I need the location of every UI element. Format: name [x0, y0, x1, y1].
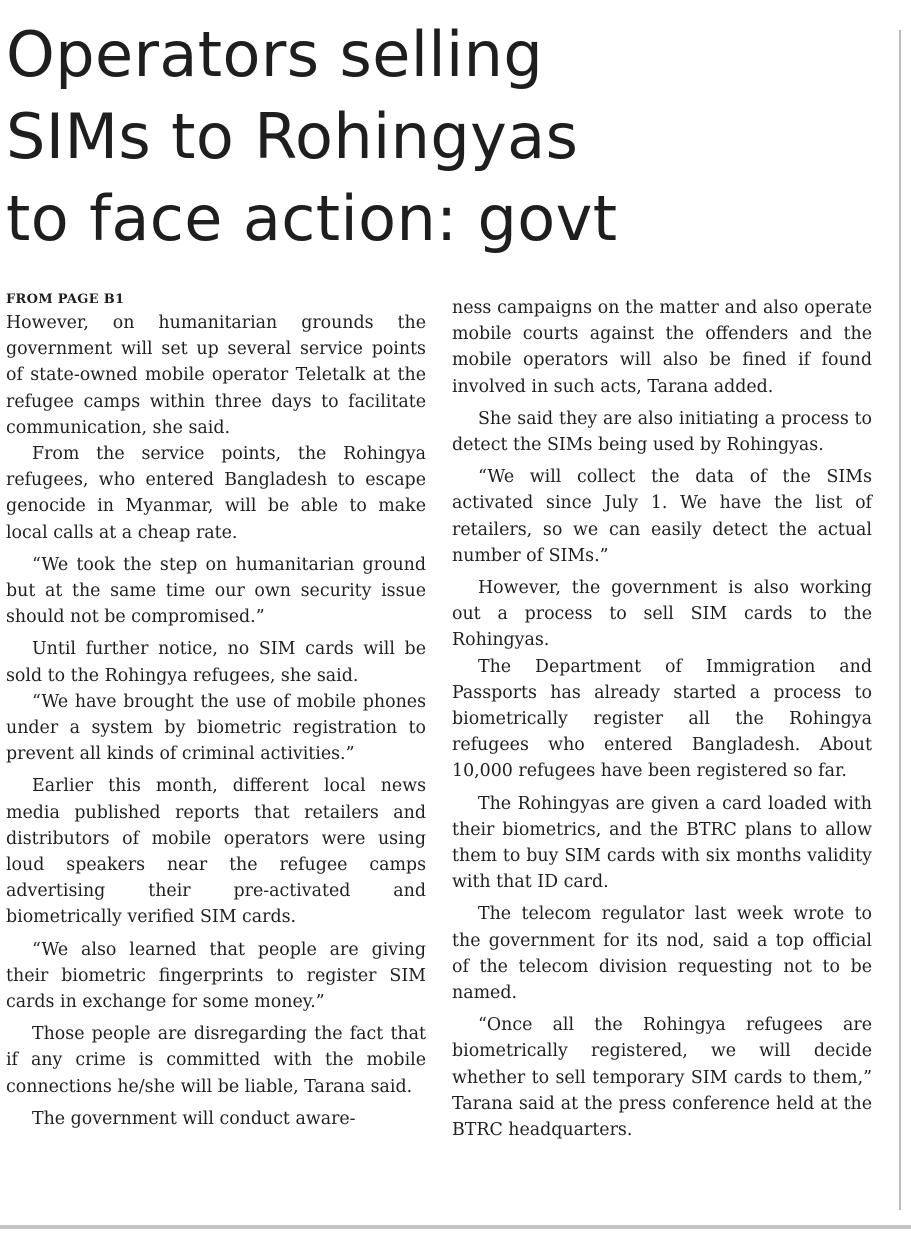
- article-column-right: [452, 295, 872, 1143]
- paragraph: However, the government is also working out a process to sell SIM cards to the Rohingyas.: [452, 578, 872, 651]
- paragraph: “We have brought the use of mobile phones under a system by biometric registration to prevent all kinds of criminal activities.”: [6, 691, 426, 765]
- paragraph: However, on humanitarian grounds the government will set up several service points of state-owned mobile operator Teletalk at the refugee camps within three days to facilitate communication, she said.: [6, 313, 426, 438]
- paragraph: Those people are disregarding the fact that if any crime is committed with the mobile connections he/she will be liable, Tarana said.: [6, 1024, 426, 1097]
- headline-line-3: to face action: govt: [6, 182, 618, 255]
- headline-line-1: Operators selling: [6, 18, 544, 91]
- paragraph: Earlier this month, different local news media published reports that retailers and distributors of mobile operators were using loud speakers near the refugee camps advertising their pre-activated and biometrically verified SIM cards.: [6, 776, 426, 928]
- paragraph: “We also learned that people are giving their biometric fingerprints to register SIM cards in exchange for some money.”: [6, 939, 426, 1013]
- paragraph: “We will collect the data of the SIMs activated since July 1. We have the list of retailers, so we can easily detect the actual number of SIMs.”: [452, 467, 872, 566]
- paragraph: “Once all the Rohingya refugees are biometrically registered, we will decide whether to sell temporary SIM cards to them,” Tarana said at the press conference held at the BTRC headquarters.: [452, 1015, 872, 1141]
- paragraph: ness campaigns on the matter and also operate mobile courts against the offenders and the mobile operators will also be fined if found involved in such acts, Tarana added.: [452, 298, 872, 397]
- paragraph: The telecom regulator last week wrote to the government for its nod, said a top official of the telecom division requesting not to be named.: [452, 904, 872, 1004]
- paragraph: From the service points, the Rohingya refugees, who entered Bangladesh to escape genocide in Myanmar, will be able to make local calls at a cheap rate.: [6, 444, 426, 543]
- column-rule-right: [899, 30, 901, 1210]
- paragraph: The Rohingyas are given a card loaded with their biometrics, and the BTRC plans to allow them to buy SIM cards with six months validity with that ID card.: [452, 793, 872, 893]
- paragraph: The government will conduct aware-: [32, 1108, 356, 1129]
- page-bottom-rule: [0, 1225, 911, 1229]
- paragraph: “We took the step on humanitarian ground but at the same time our own security issue should not be compromised.”: [6, 554, 426, 628]
- article-column-left: [6, 290, 426, 1132]
- headline-line-2: SIMs to Rohingyas: [6, 100, 579, 173]
- paragraph: She said they are also initiating a process to detect the SIMs being used by Rohingyas.: [452, 408, 872, 456]
- continuation-kicker: FROM PAGE B1: [6, 292, 125, 307]
- paragraph: The Department of Immigration and Passports has already started a process to biometrically register all the Rohingya refugees who entered Bangladesh. About 10,000 refugees have been registered so far.: [452, 656, 872, 782]
- paragraph: Until further notice, no SIM cards will be sold to the Rohingya refugees, she said.: [6, 639, 426, 686]
- article-headline: [6, 14, 891, 260]
